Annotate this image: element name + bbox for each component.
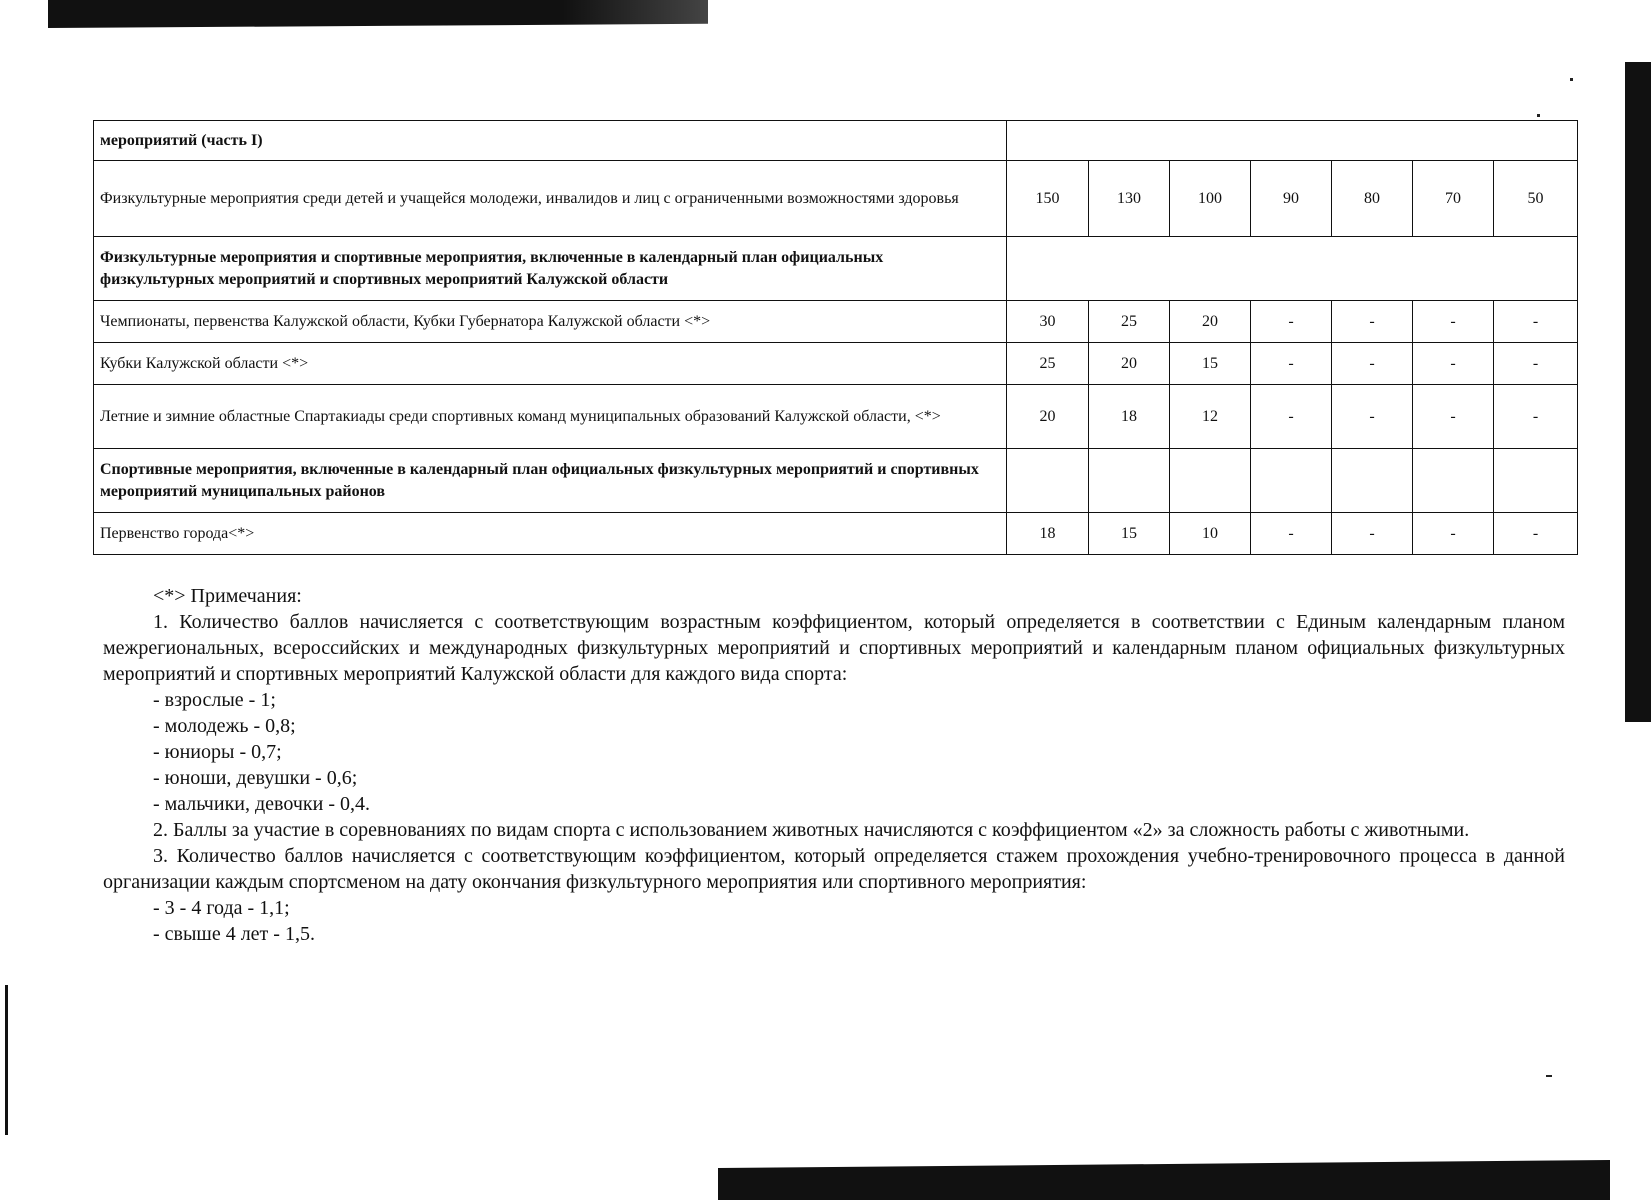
score-cell: - — [1413, 343, 1494, 385]
row-label: мероприятий (часть I) — [94, 121, 1007, 161]
note-2: 2. Баллы за участие в соревнованиях по видам спорта с использованием животных начисляются с коэффициентом «2» за сложность работы с животными. — [153, 819, 1470, 841]
score-cell: - — [1251, 513, 1332, 555]
score-cell: 15 — [1170, 343, 1251, 385]
score-cell — [1170, 449, 1251, 513]
list-item: - молодежь - 0,8; — [153, 715, 296, 737]
score-cell — [1089, 449, 1170, 513]
score-cell: 20 — [1170, 301, 1251, 343]
score-cell: - — [1251, 301, 1332, 343]
score-cell — [1413, 449, 1494, 513]
scan-speck — [1537, 114, 1540, 117]
empty-span-cell — [1007, 121, 1578, 161]
score-cell: - — [1494, 385, 1578, 449]
row-label: Спортивные мероприятия, включенные в календарный план официальных физкультурных мероприятий и спортивных мероприятий муниципальных районов — [94, 449, 1007, 513]
note-1: 1. Количество баллов начисляется с соответствующим возрастным коэффициентом, который определяется в соответствии с Единым календарным планом межрегиональных, всероссийских и международных физкультурных мероприятий и спортивных мероприятий и календарным планом официальных физкультурных мероприятий и спортивных мероприятий Калужской области для каждого вида спорта: — [103, 611, 1565, 685]
score-cell: - — [1413, 513, 1494, 555]
list-item: - 3 - 4 года - 1,1; — [153, 897, 290, 919]
scan-edge-top — [48, 0, 708, 28]
scan-edge-bottom — [718, 1160, 1610, 1200]
list-item: - юноши, девушки - 0,6; — [153, 767, 358, 789]
notes-heading: <*> Примечания: — [153, 585, 302, 607]
score-cell: - — [1413, 385, 1494, 449]
experience-coefficient-list — [103, 895, 1565, 947]
score-cell: 30 — [1007, 301, 1089, 343]
score-cell — [1251, 449, 1332, 513]
score-cell: - — [1332, 513, 1413, 555]
scan-edge-right — [1625, 62, 1651, 722]
scan-edge-left — [5, 985, 8, 1135]
age-coefficient-list — [103, 687, 1565, 817]
scan-speck — [1546, 1075, 1552, 1077]
table-row — [94, 121, 1578, 161]
score-cell: 10 — [1170, 513, 1251, 555]
score-cell: 15 — [1089, 513, 1170, 555]
list-item: - взрослые - 1; — [153, 689, 276, 711]
row-label: Физкультурные мероприятия среди детей и учащейся молодежи, инвалидов и лиц с ограниченными возможностями здоровья — [94, 161, 1007, 237]
score-cell: 20 — [1007, 385, 1089, 449]
scores-table — [93, 120, 1578, 555]
score-cell: 50 — [1494, 161, 1578, 237]
score-cell — [1494, 449, 1578, 513]
list-item: - юниоры - 0,7; — [153, 741, 282, 763]
table-row — [94, 449, 1578, 513]
score-cell — [1007, 449, 1089, 513]
score-cell: - — [1413, 301, 1494, 343]
score-cell: - — [1332, 385, 1413, 449]
score-cell: 70 — [1413, 161, 1494, 237]
score-cell: - — [1494, 513, 1578, 555]
score-cell: 100 — [1170, 161, 1251, 237]
list-item: - мальчики, девочки - 0,4. — [153, 793, 370, 815]
table-row — [94, 237, 1578, 301]
score-cell: 150 — [1007, 161, 1089, 237]
score-cell: 25 — [1089, 301, 1170, 343]
row-label: Кубки Калужской области <*> — [94, 343, 1007, 385]
row-label: Чемпионаты, первенства Калужской области, Кубки Губернатора Калужской области <*> — [94, 301, 1007, 343]
table-row — [94, 301, 1578, 343]
row-label: Первенство города<*> — [94, 513, 1007, 555]
score-cell: 20 — [1089, 343, 1170, 385]
row-label: Физкультурные мероприятия и спортивные мероприятия, включенные в календарный план официальных физкультурных мероприятий и спортивных мероприятий Калужской области — [94, 237, 1007, 301]
notes-section — [103, 583, 1565, 947]
score-cell: 90 — [1251, 161, 1332, 237]
table-row — [94, 385, 1578, 449]
table-row — [94, 343, 1578, 385]
score-cell: 18 — [1007, 513, 1089, 555]
score-cell: 80 — [1332, 161, 1413, 237]
list-item: - свыше 4 лет - 1,5. — [153, 923, 315, 945]
score-cell: - — [1251, 385, 1332, 449]
score-cell: 130 — [1089, 161, 1170, 237]
score-cell: - — [1332, 301, 1413, 343]
score-cell: 25 — [1007, 343, 1089, 385]
row-label: Летние и зимние областные Спартакиады среди спортивных команд муниципальных образований Калужской области, <*> — [94, 385, 1007, 449]
score-cell: - — [1251, 343, 1332, 385]
table-row — [94, 161, 1578, 237]
table-row — [94, 513, 1578, 555]
score-cell — [1332, 449, 1413, 513]
score-cell: 18 — [1089, 385, 1170, 449]
scan-speck — [1570, 78, 1573, 81]
score-cell: - — [1494, 301, 1578, 343]
note-3: 3. Количество баллов начисляется с соответствующим коэффициентом, который определяется стажем прохождения учебно-тренировочного процесса в данной организации каждым спортсменом на дату окончания физкультурного мероприятия или спортивного мероприятия: — [103, 845, 1565, 893]
empty-span-cell — [1007, 237, 1578, 301]
score-cell: - — [1332, 343, 1413, 385]
score-cell: 12 — [1170, 385, 1251, 449]
score-cell: - — [1494, 343, 1578, 385]
